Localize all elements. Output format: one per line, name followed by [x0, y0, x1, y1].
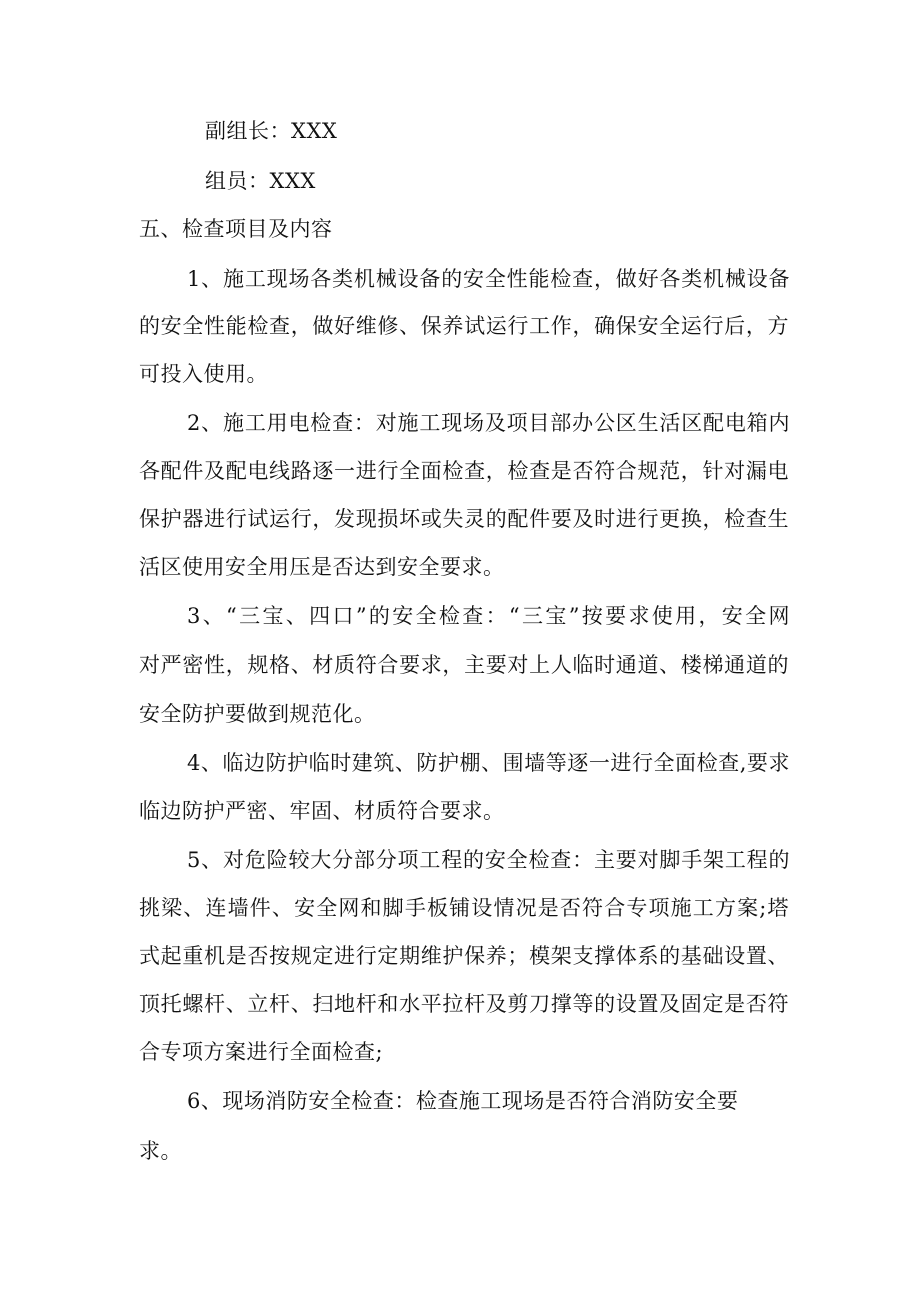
- item-5-line-2: 挑梁、连墙件、安全网和脚手板铺设情况是否符合专项施工方案;塔: [139, 896, 789, 920]
- item-6-line-2: 求。: [139, 1139, 182, 1163]
- item-5-line-5: 合专项方案进行全面检查;: [139, 1040, 384, 1064]
- item-4-line-2: 临边防护严密、牢固、材质符合要求。: [139, 799, 505, 823]
- item-2-line-2: 各配件及配电线路逐一进行全面检查，检查是否符合规范，针对漏电: [139, 459, 789, 483]
- item-2-line-4: 活区使用安全用压是否达到安全要求。: [139, 555, 505, 579]
- item-5-line-3: 式起重机是否按规定进行定期维护保养；模架支撑体系的基础设置、: [139, 944, 789, 968]
- item-1-line-3: 可投入使用。: [139, 362, 268, 386]
- section-heading: 五、检查项目及内容: [139, 217, 333, 241]
- item-5-line-4: 顶托螺杆、立杆、扫地杆和水平拉杆及剪刀撑等的设置及固定是否符: [139, 992, 789, 1016]
- item-6-line-1: 6、现场消防安全检查：检查施工现场是否符合消防安全要: [187, 1089, 739, 1113]
- item-1-line-1: 1、施工现场各类机械设备的安全性能检查，做好各类机械设备: [187, 267, 790, 291]
- item-3-line-1: 3、“三宝、四口”的安全检查：“三宝”按要求使用，安全网: [187, 604, 790, 628]
- item-2-line-3: 保护器进行试运行，发现损坏或失灵的配件要及时进行更换，检查生: [139, 507, 789, 531]
- deputy-leader-line: 副组长：XXX: [205, 119, 338, 143]
- item-5-line-1: 5、对危险较大分部分项工程的安全检查：主要对脚手架工程的: [187, 848, 790, 872]
- item-3-line-2: 对严密性，规格、材质符合要求，主要对上人临时通道、楼梯通道的: [139, 653, 789, 677]
- item-4-line-1: 4、临边防护临时建筑、防护棚、围墙等逐一进行全面检查,要求: [187, 751, 790, 775]
- item-1-line-2: 的安全性能检查，做好维修、保养试运行工作，确保安全运行后，方: [139, 314, 789, 338]
- member-line: 组员：XXX: [205, 169, 316, 193]
- item-3-line-3: 安全防护要做到规范化。: [139, 702, 376, 726]
- item-2-line-1: 2、施工用电检查：对施工现场及项目部办公区生活区配电箱内: [187, 411, 790, 435]
